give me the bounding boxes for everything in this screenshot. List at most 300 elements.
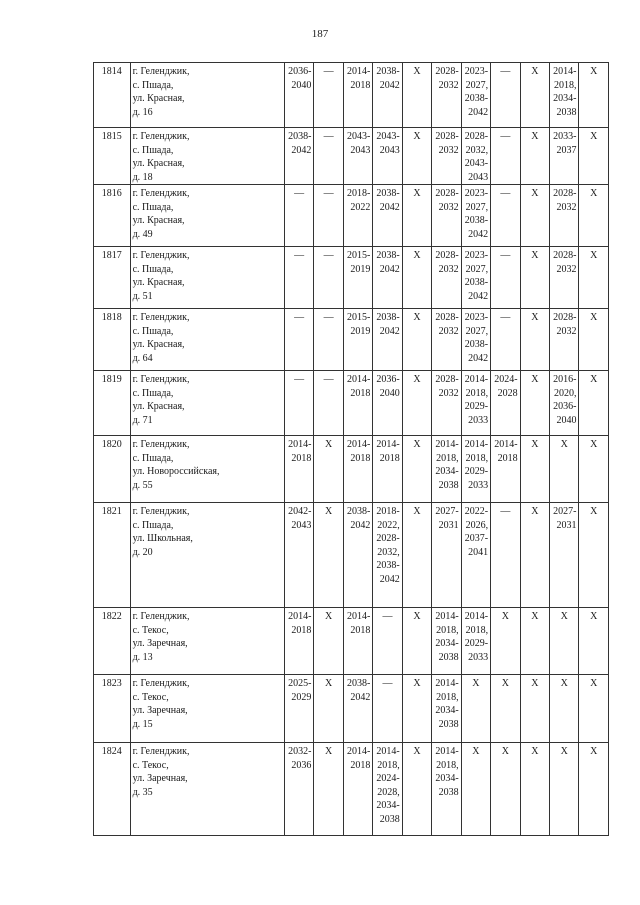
period-cell [284,309,313,371]
period-line: 2031 [438,519,459,531]
period-line: 2032- [288,746,312,757]
period-line: 2026, [465,519,489,531]
period-line: 2018 [497,452,518,464]
period-cell [314,503,343,608]
period-line: X [560,439,568,450]
address-line: с. Пшада, [132,519,174,531]
period-line: 2018 [350,452,371,464]
period-cell [432,185,461,247]
period-cell [314,185,343,247]
period-line: 2036- [553,401,577,412]
period-cell [461,309,490,371]
period-line: X [413,374,421,385]
address-line: г. Геленджик, [132,250,190,261]
period-line: 2043- [346,131,371,142]
period-line: 2023- [464,312,489,323]
period-line: 2032 [438,325,459,337]
period-cell [343,309,372,371]
period-cell [579,185,609,247]
period-line: 2014- [288,439,312,450]
period-cell [402,503,431,608]
period-line: 2042 [379,263,400,275]
period-cell [550,608,579,675]
period-line: 2042 [350,519,371,531]
period-cell [461,608,490,675]
period-line: 2032 [438,79,459,91]
period-cell [314,371,343,436]
period-line: 2018, [377,759,400,771]
address-line: д. 15 [132,718,153,730]
period-cell [579,743,609,836]
address-cell [130,128,284,185]
period-line: 2027, [465,325,489,337]
period-line: X [413,66,421,77]
period-line: 2018 [379,452,400,464]
address-line: д. 35 [132,786,153,798]
period-line: X [501,678,509,689]
period-line: 2014- [464,374,489,385]
period-cell [579,436,609,503]
period-line: 2023- [464,66,489,77]
period-line: 2023- [464,250,489,261]
period-line: 2032 [556,325,577,337]
period-line: 2043 [379,144,400,156]
period-line: X [472,678,480,689]
period-cell [314,608,343,675]
period-line: X [560,611,568,622]
period-cell [343,503,372,608]
period-cell [432,503,461,608]
period-cell [402,371,431,436]
address-line: с. Текос, [132,624,169,636]
period-cell [284,675,313,743]
period-cell [432,63,461,128]
period-line: 2027, [465,201,489,213]
period-cell [432,743,461,836]
period-line: — [294,250,305,261]
period-line: X [413,188,421,199]
period-cell [520,743,549,836]
period-line: X [531,611,539,622]
period-line: 2038- [376,66,400,77]
period-line: X [413,312,421,323]
period-line: 2024- [376,773,400,784]
address-cell [130,309,284,371]
period-cell [579,128,609,185]
period-cell [314,63,343,128]
table-row [94,743,609,836]
period-line: X [531,131,539,142]
period-line: 2042 [379,79,400,91]
address-cell [130,436,284,503]
period-cell [579,608,609,675]
period-line: X [531,506,539,517]
period-line: 2032 [438,387,459,399]
period-line: — [294,374,305,385]
period-cell [432,128,461,185]
period-line: 2028- [435,374,459,385]
period-line: X [531,678,539,689]
period-cell [550,503,579,608]
period-line: 2037- [464,533,489,544]
period-cell [314,436,343,503]
address-line: с. Пшада, [132,79,174,91]
period-line: — [294,188,305,199]
period-cell [550,309,579,371]
period-line: 2029 [291,691,312,703]
address-line: ул. Новороссийская, [132,466,220,477]
period-cell [314,128,343,185]
address-line: с. Пшада, [132,325,174,337]
period-line: 2014- [553,66,577,77]
period-line: 2042 [350,691,371,703]
table-row [94,675,609,743]
period-line: 2028- [376,533,400,544]
period-line: 2036- [376,374,400,385]
period-cell [373,436,402,503]
period-line: 2038 [379,813,400,825]
period-line: 2018- [376,506,400,517]
period-line: 2028 [497,387,518,399]
period-line: 2018, [465,624,489,636]
period-cell [491,309,520,371]
address-line: с. Пшада, [132,263,174,275]
period-line: 2033 [468,414,489,426]
period-line: 2038- [464,277,489,288]
period-cell [491,128,520,185]
table-row [94,247,609,309]
address-line: д. 71 [132,414,153,426]
period-cell [373,247,402,309]
table-row [94,608,609,675]
period-cell [461,371,490,436]
period-line: 2018 [350,759,371,771]
period-line: 2040 [556,414,577,426]
period-cell [491,608,520,675]
period-cell [579,63,609,128]
period-cell [402,128,431,185]
period-line: 2042 [468,106,489,118]
period-line: 2014- [464,611,489,622]
period-cell [550,371,579,436]
period-cell [550,185,579,247]
period-line: 2042 [468,228,489,240]
address-line: с. Текос, [132,691,169,703]
period-line: 2042- [288,506,312,517]
row-number: 1820 [94,436,131,503]
period-cell [343,185,372,247]
period-line: X [325,678,333,689]
period-line: 2034- [435,638,459,649]
period-line: 2038 [438,786,459,798]
period-cell [373,503,402,608]
period-cell [579,503,609,608]
period-cell [520,371,549,436]
period-line: 2043 [468,171,489,183]
address-cell [130,371,284,436]
period-line: X [413,746,421,757]
period-line: 2023- [464,188,489,199]
period-cell [402,63,431,128]
period-line: — [323,374,334,385]
period-line: — [500,312,511,323]
period-line: 2018, [465,452,489,464]
period-cell [520,128,549,185]
period-cell [402,608,431,675]
period-line: 2034- [435,466,459,477]
address-cell [130,608,284,675]
address-line: д. 18 [132,171,153,183]
row-number: 1814 [94,63,131,128]
address-cell [130,247,284,309]
period-line: 2038- [376,250,400,261]
row-number: 1822 [94,608,131,675]
period-cell [550,63,579,128]
table-body [94,63,609,836]
period-line: 2018 [291,624,312,636]
address-line: д. 20 [132,546,153,558]
period-line: 2032, [377,546,400,558]
period-line: X [590,188,598,199]
period-line: 2014- [494,439,518,450]
table-row [94,128,609,185]
period-cell [550,247,579,309]
period-line: X [590,66,598,77]
period-line: 2028- [553,250,577,261]
period-cell [402,247,431,309]
period-cell [402,675,431,743]
period-cell [284,247,313,309]
period-line: 2027- [435,506,459,517]
period-line: X [413,506,421,517]
period-cell [373,128,402,185]
address-line: ул. Красная, [132,277,185,288]
period-cell [461,185,490,247]
period-line: X [325,611,333,622]
period-cell [284,743,313,836]
period-line: 2029- [464,466,489,477]
period-cell [432,675,461,743]
data-table [93,62,609,836]
period-cell [491,743,520,836]
period-line: 2043- [464,158,489,169]
period-line: 2042 [379,573,400,585]
period-line: 2034- [435,705,459,716]
period-line: 2014- [435,746,459,757]
period-line: 2042 [291,144,312,156]
period-line: 2025- [288,678,312,689]
address-line: д. 64 [132,352,153,364]
period-cell [520,608,549,675]
period-cell [373,743,402,836]
period-line: X [325,439,333,450]
period-cell [550,675,579,743]
address-line: г. Геленджик, [132,746,190,757]
period-cell [520,436,549,503]
address-line: г. Геленджик, [132,188,190,199]
address-line: д. 51 [132,290,153,302]
period-line: X [413,250,421,261]
period-line: — [382,678,393,689]
address-line: ул. Заречная, [132,705,188,716]
period-line: X [560,678,568,689]
period-line: 2015- [346,250,371,261]
period-line: 2038- [464,339,489,350]
period-line: 2018, [553,79,577,91]
period-cell [432,247,461,309]
address-line: г. Геленджик, [132,506,190,517]
period-cell [432,371,461,436]
period-line: — [323,131,334,142]
period-cell [520,675,549,743]
period-line: — [323,188,334,199]
period-line: 2033 [468,479,489,491]
period-line: 2038 [438,718,459,730]
period-line: 2027, [465,263,489,275]
period-cell [402,743,431,836]
period-line: X [325,746,333,757]
period-line: X [590,250,598,261]
period-line: 2018, [436,691,459,703]
period-line: X [590,439,598,450]
period-cell [550,128,579,185]
row-number: 1817 [94,247,131,309]
period-line: 2042 [468,352,489,364]
table-row [94,63,609,128]
address-line: с. Пшада, [132,452,174,464]
page-number: 187 [311,28,329,40]
row-number: 1821 [94,503,131,608]
period-cell [284,503,313,608]
period-line: — [500,66,511,77]
period-cell [343,743,372,836]
address-line: г. Геленджик, [132,439,190,450]
period-line: X [413,131,421,142]
row-number: 1816 [94,185,131,247]
period-cell [284,608,313,675]
period-cell [343,608,372,675]
period-line: X [590,746,598,757]
period-line: 2028- [435,131,459,142]
period-line: 2018, [465,387,489,399]
period-cell [461,675,490,743]
period-cell [314,675,343,743]
row-number: 1823 [94,675,131,743]
row-number: 1819 [94,371,131,436]
period-line: 2014- [435,611,459,622]
period-line: 2028- [553,312,577,323]
period-line: X [560,746,568,757]
period-cell [343,128,372,185]
address-line: ул. Красная, [132,339,185,350]
period-line: 2038- [376,560,400,571]
period-cell [343,675,372,743]
period-cell [579,371,609,436]
period-line: 2018 [350,79,371,91]
address-line: г. Геленджик, [132,374,190,385]
address-line: ул. Красная, [132,215,185,226]
period-line: 2014- [435,678,459,689]
period-line: 2028- [464,131,489,142]
period-cell [491,675,520,743]
period-line: 2018 [291,452,312,464]
period-line: X [531,188,539,199]
period-line: 2014- [435,439,459,450]
period-cell [550,743,579,836]
table-row [94,309,609,371]
period-line: 2043 [350,144,371,156]
period-line: 2043- [376,131,400,142]
period-line: 2042 [379,325,400,337]
period-line: 2032 [556,201,577,213]
period-line: — [323,250,334,261]
period-cell [491,247,520,309]
period-line: 2018, [436,624,459,636]
period-cell [343,247,372,309]
period-line: 2040 [379,387,400,399]
row-number: 1818 [94,309,131,371]
period-cell [402,185,431,247]
period-cell [461,503,490,608]
period-line: 2014- [346,66,371,77]
period-line: 2032 [438,263,459,275]
period-line: 2028- [435,188,459,199]
period-cell [491,371,520,436]
period-cell [550,436,579,503]
period-cell [491,185,520,247]
period-line: 2019 [350,325,371,337]
period-cell [491,63,520,128]
period-line: 2040 [291,79,312,91]
period-line: X [590,611,598,622]
period-cell [491,436,520,503]
period-line: X [590,312,598,323]
period-line: — [323,312,334,323]
period-line: 2022, [377,519,400,531]
address-cell [130,743,284,836]
period-line: 2018, [436,452,459,464]
address-line: ул. Заречная, [132,773,188,784]
period-line: 2014- [376,746,400,757]
period-line: 2038- [376,312,400,323]
period-line: 2037 [556,144,577,156]
period-line: 2014- [288,611,312,622]
address-cell [130,63,284,128]
period-line: — [500,250,511,261]
address-line: д. 16 [132,106,153,118]
table-row [94,371,609,436]
period-line: 2027- [553,506,577,517]
period-cell [402,309,431,371]
period-line: 2031 [556,519,577,531]
period-cell [373,309,402,371]
period-line: X [501,746,509,757]
period-line: — [294,312,305,323]
period-cell [284,185,313,247]
period-cell [461,247,490,309]
period-cell [461,436,490,503]
period-line: 2038- [376,188,400,199]
period-line: X [531,374,539,385]
address-cell [130,503,284,608]
address-line: д. 13 [132,651,153,663]
period-cell [284,128,313,185]
period-line: X [590,506,598,517]
period-line: — [500,131,511,142]
period-line: 2032 [556,263,577,275]
address-cell [130,185,284,247]
period-cell [343,436,372,503]
